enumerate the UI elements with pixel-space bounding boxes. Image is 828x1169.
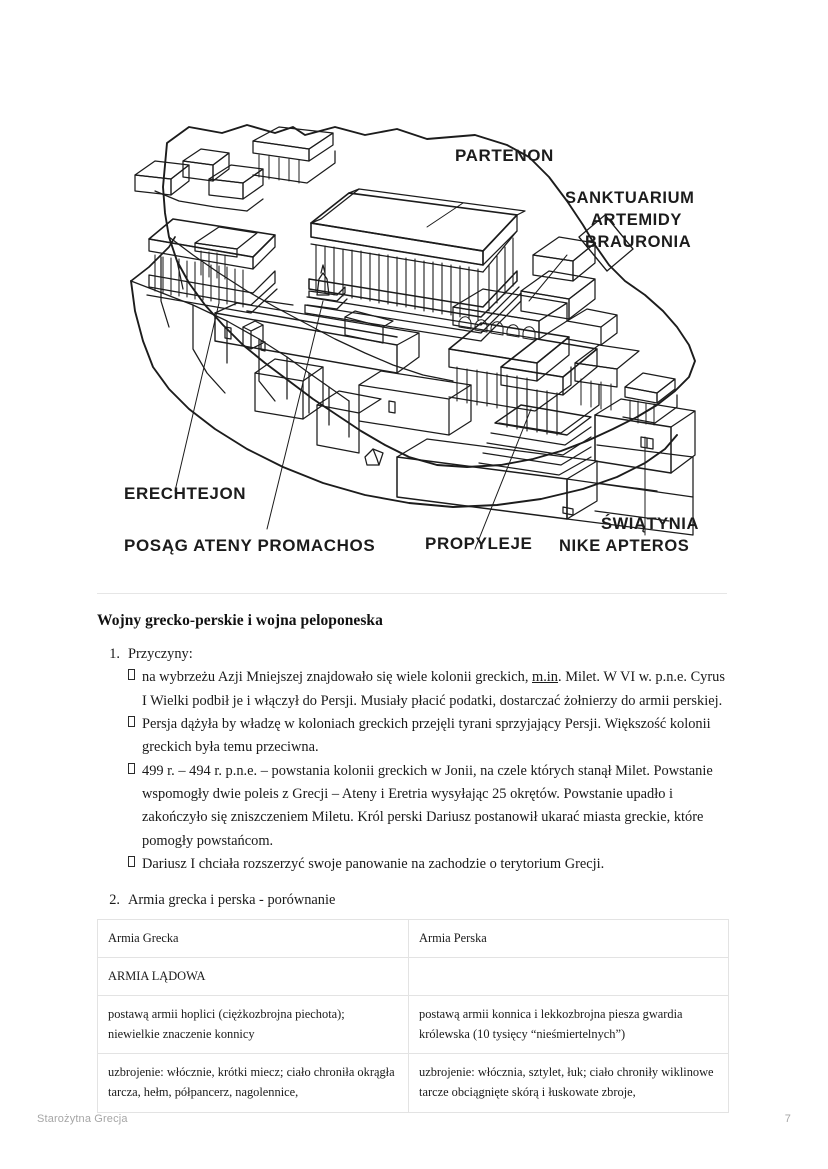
figure-label-posag-ateny-promachos: POSĄG ATENY PROMACHOS [124,536,376,555]
outline-item-2 [97,889,729,912]
footer-page-number: 7 [784,1113,791,1125]
table-header-cell-greek: Armia Grecka [98,920,409,958]
parthenon-building [305,189,525,341]
document-content [97,612,729,915]
footer-document-title: Starożytna Grecja [37,1113,128,1125]
table-cell-greek-equipment: uzbrojenie: włócznie, krótki miecz; ciało chroniła okrągła tarcza, hełm, półpancerz, nagolennice, [98,1054,409,1112]
figure-label-sanktuarium-line1: SANKTUARIUM [565,189,695,207]
army-comparison-table [97,919,729,1113]
figure-label-sanktuarium-line3: BRAURONIA [585,233,692,251]
wingding-bullet-icon [128,856,135,867]
section-divider [97,593,727,594]
acropolis-line-drawing [97,105,727,560]
table-header-cell-persian: Armia Perska [409,920,729,958]
figure-label-nike-line2: NIKE APTEROS [559,537,690,555]
north-wing [253,127,335,183]
table-row [98,920,729,958]
section-heading: Wojny grecko-perskie i wojna peloponeska [97,612,383,629]
table-row [98,996,729,1054]
sub-bullet-item [128,713,729,760]
figure-label-partenon: PARTENON [455,146,554,165]
outline-number-2: 2. [109,892,120,909]
sub-bullet-text: Persja dążyła by władzę w koloniach greckich przejęli tyrani sprzyjający Persji. Większość kolonii greckich była temu przeciwna. [142,715,711,756]
sub-bullet-text-underlined: m.in [532,669,559,686]
outline-heading-2: Armia grecka i perska - porównanie [128,892,336,909]
sub-bullet-text-part1: na wybrzeżu Azji Mniejszej znajdowało się wiele kolonii greckich, [142,669,533,686]
figure-label-sanktuarium-line2: ARTEMIDY [591,211,682,229]
table-row [98,958,729,996]
table-cell-persian-equipment: uzbrojenie: włócznia, sztylet, łuk; ciało chroniły wiklinowe tarcze obciągnięte skórą i łuskowate zbroje, [409,1054,729,1112]
figure-label-nike-line1: ŚWIĄTYNIA [601,515,699,533]
sub-bullet-text: 499 r. – 494 r. p.n.e. – powstania kolonii greckich w Jonii, na czele których stanął Milet. Powstanie wspomogły dwie poleis z Grecji – Ateny i Eretria wysyłając 25 okrętów. Powstanie upadło i zakończyło się zniszczeniem Miletu. Król perski Dariusz postanowił ukarać miasta greckie, które pomogły powstańcom. [142,762,713,849]
erechtheion-building [147,219,277,313]
wingding-bullet-icon [128,763,135,774]
sub-bullet-item [128,760,729,853]
outline-list [97,643,729,913]
table-cell-land-army: ARMIA LĄDOWA [98,958,409,996]
outline-number-1: 1. [109,646,120,662]
wingding-bullet-icon [128,716,135,727]
table-cell-persian-composition: postawą armii konnica i lekkozbrojna piesza gwardia królewska (10 tysięcy “nieśmiertelnych”) [409,996,729,1054]
figure-label-erechtejon: ERECHTEJON [124,484,247,503]
sub-bullet-item [128,666,729,713]
sub-bullet-text-part2: . Milet. W VI w. p.n.e. Cyrus I Wielki podbił je i włączył do Persji. Musiały płacić podatki, dostarczać żołnierzy do armii perskiej. [142,669,725,709]
page-footer [37,1113,791,1125]
table-cell-greek-composition: postawą armii hoplici (ciężkozbrojna piechota); niewielkie znaczenie konnicy [98,996,409,1054]
north-buildings [135,149,263,211]
outline-item-1 [97,643,729,876]
propylaea-building [449,323,639,475]
outline-heading-1: Przyczyny: [128,646,193,662]
table-row [98,1054,729,1112]
figure-label-propyleje: PROPYLEJE [425,534,533,553]
table-cell-empty [409,958,729,996]
wingding-bullet-icon [128,669,135,680]
sub-bullet-item [128,853,729,876]
sub-bullet-list-1 [128,666,729,876]
acropolis-illustration [97,105,727,560]
sub-bullet-text: Dariusz I chciała rozszerzyć swoje panowanie na zachodzie o terytorium Grecji. [142,855,605,872]
